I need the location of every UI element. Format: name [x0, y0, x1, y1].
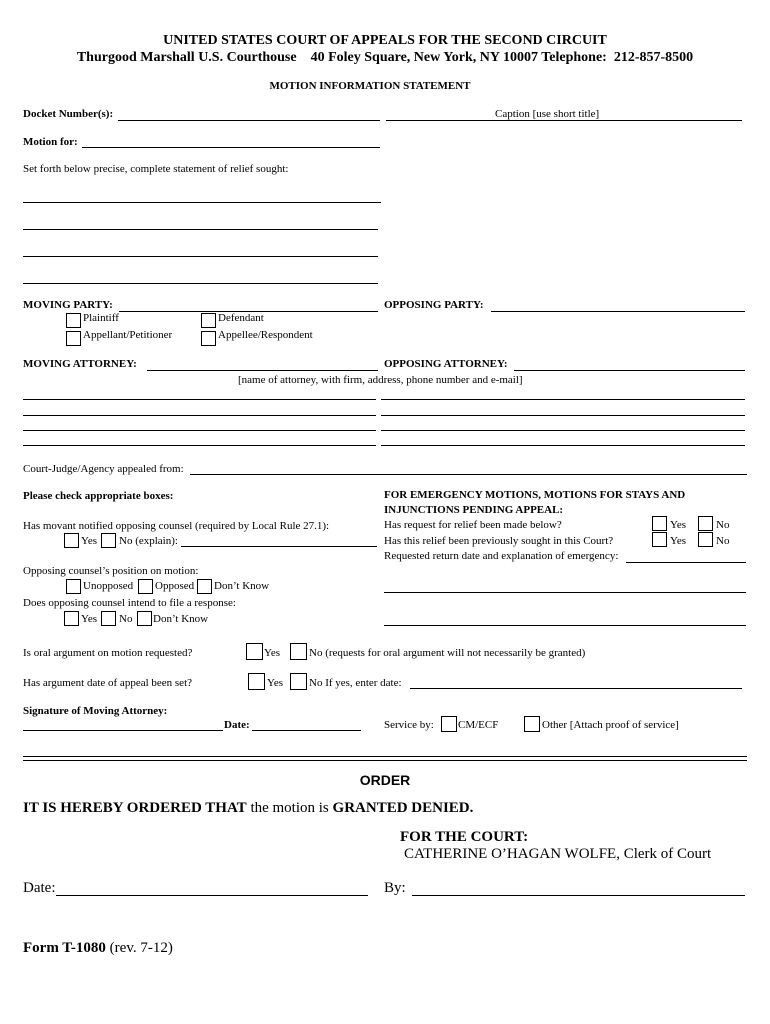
relief-line-1[interactable] [23, 202, 381, 203]
clerk-name: CATHERINE O’HAGAN WOLFE, Clerk of Court [404, 846, 712, 862]
please-check-label: Please check appropriate boxes: [23, 490, 174, 502]
response-yes-label: Yes [81, 613, 98, 625]
previously-sought-no-label: No [716, 535, 730, 547]
court-name: UNITED STATES COURT OF APPEALS FOR THE SECOND CIRCUIT [163, 33, 607, 48]
opposed-checkbox[interactable] [138, 579, 153, 594]
dont-know-label: Don’t Know [214, 580, 270, 592]
order-date-label: Date: [23, 880, 56, 896]
emergency-heading-1: FOR EMERGENCY MOTIONS, MOTIONS FOR STAYS AND [384, 489, 686, 501]
order-denied: DENIED. [411, 800, 474, 816]
response-no-checkbox[interactable] [101, 611, 116, 626]
moving-attorney-line-1[interactable] [23, 399, 376, 400]
court-judge-label: Court-Judge/Agency appealed from: [23, 463, 184, 475]
unopposed-label: Unopposed [83, 580, 134, 592]
appellee-checkbox[interactable] [201, 331, 216, 346]
defendant-label: Defendant [218, 312, 264, 324]
notified-yes-label: Yes [81, 535, 98, 547]
appellee-label: Appellee/Respondent [218, 329, 313, 341]
plaintiff-checkbox[interactable] [66, 313, 81, 328]
relief-below-no-label: No [716, 519, 730, 531]
notified-yes-checkbox[interactable] [64, 533, 79, 548]
relief-below-yes-checkbox[interactable] [652, 516, 667, 531]
oral-arg-question: Is oral argument on motion requested? [23, 647, 193, 659]
cm-ecf-label: CM/ECF [458, 719, 499, 731]
form-title: MOTION INFORMATION STATEMENT [269, 80, 471, 92]
signature-input[interactable] [23, 730, 223, 731]
caption-input[interactable] [386, 120, 742, 121]
arg-date-no-label: No If yes, enter date: [309, 677, 402, 689]
appellant-checkbox[interactable] [66, 331, 81, 346]
caption-label: Caption [use short title] [495, 108, 600, 120]
return-date-question: Requested return date and explanation of emergency: [384, 550, 619, 562]
order-by-input[interactable] [412, 895, 745, 896]
arg-date-yes-label: Yes [267, 677, 284, 689]
opposing-party-input[interactable] [491, 311, 745, 312]
oral-arg-no-checkbox[interactable] [290, 643, 307, 660]
form-revision: (rev. 7-12) [109, 940, 173, 956]
return-date-input[interactable] [626, 562, 746, 563]
oral-arg-no-label: No (requests for oral argument will not necessarily be granted) [309, 647, 586, 659]
order-title: ORDER [359, 772, 411, 788]
separator-top [23, 756, 747, 757]
form-number-id: Form T-1080 [23, 940, 106, 956]
for-the-court: FOR THE COURT: [400, 829, 529, 845]
arg-date-no-checkbox[interactable] [290, 673, 307, 690]
previously-sought-no-checkbox[interactable] [698, 532, 713, 547]
opposing-attorney-line-2[interactable] [381, 415, 745, 416]
opposing-attorney-line-4[interactable] [381, 445, 745, 446]
moving-attorney-label: MOVING ATTORNEY: [23, 358, 137, 370]
relief-below-yes-label: Yes [670, 519, 687, 531]
previously-sought-yes-checkbox[interactable] [652, 532, 667, 547]
arg-date-input[interactable] [410, 688, 742, 689]
previously-sought-question: Has this relief been previously sought in this Court? [384, 535, 614, 547]
attorney-note: [name of attorney, with firm, address, phone number and e-mail] [238, 374, 523, 386]
other-service-label: Other [Attach proof of service] [542, 719, 679, 731]
response-dont-know-checkbox[interactable] [137, 611, 152, 626]
appellant-label: Appellant/Petitioner [83, 329, 173, 341]
arg-date-yes-checkbox[interactable] [248, 673, 265, 690]
opposing-attorney-label: OPPOSING ATTORNEY: [384, 358, 508, 370]
emergency-heading-2: INJUNCTIONS PENDING APPEAL: [384, 504, 564, 516]
oral-arg-yes-label: Yes [264, 647, 281, 659]
docket-label: Docket Number(s): [23, 108, 114, 120]
relief-label: Set forth below precise, complete statement of relief sought: [23, 163, 289, 175]
motion-for-input[interactable] [82, 147, 380, 148]
court-judge-input[interactable] [190, 474, 747, 475]
opposing-party-label: OPPOSING PARTY: [384, 299, 484, 311]
order-granted: GRANTED [332, 800, 408, 816]
arg-date-question: Has argument date of appeal been set? [23, 677, 193, 689]
separator-bottom [23, 760, 747, 761]
service-by-label: Service by: [384, 719, 434, 731]
order-middle: the motion is [250, 800, 329, 816]
emergency-line-1[interactable] [384, 592, 746, 593]
order-by-label: By: [384, 880, 406, 896]
court-address: Thurgood Marshall U.S. Courthouse 40 Foley Square, New York, NY 10007 Telephone: 212-857-8500 [76, 50, 694, 65]
opposing-attorney-line-1[interactable] [381, 399, 745, 400]
order-prefix: IT IS HEREBY ORDERED THAT [23, 800, 247, 816]
dont-know-checkbox[interactable] [197, 579, 212, 594]
response-yes-checkbox[interactable] [64, 611, 79, 626]
moving-attorney-line-4[interactable] [23, 445, 376, 446]
opposing-attorney-input[interactable] [514, 370, 745, 371]
form-number [23, 940, 173, 957]
other-service-checkbox[interactable] [524, 716, 540, 732]
moving-attorney-input[interactable] [147, 370, 378, 371]
oral-arg-yes-checkbox[interactable] [246, 643, 263, 660]
signature-date-input[interactable] [252, 730, 361, 731]
relief-line-2[interactable] [23, 229, 378, 230]
notified-question: Has movant notified opposing counsel (required by Local Rule 27.1): [23, 520, 330, 532]
emergency-line-2[interactable] [384, 625, 746, 626]
notified-no-label: No (explain): [119, 535, 178, 547]
response-dont-know-label: Don’t Know [153, 613, 209, 625]
opposed-label: Opposed [155, 580, 195, 592]
opposing-attorney-line-3[interactable] [381, 430, 745, 431]
response-question: Does opposing counsel intend to file a response: [23, 597, 236, 609]
moving-attorney-line-3[interactable] [23, 430, 376, 431]
relief-line-4[interactable] [23, 283, 378, 284]
relief-below-question: Has request for relief been made below? [384, 519, 562, 531]
position-question: Opposing counsel’s position on motion: [23, 565, 199, 577]
signature-date-label: Date: [224, 719, 250, 731]
unopposed-checkbox[interactable] [66, 579, 81, 594]
cm-ecf-checkbox[interactable] [441, 716, 457, 732]
notified-no-checkbox[interactable] [101, 533, 116, 548]
order-date-input[interactable] [56, 895, 368, 896]
order-statement [23, 800, 473, 817]
signature-label: Signature of Moving Attorney: [23, 705, 168, 717]
docket-input[interactable] [118, 120, 380, 121]
response-no-label: No [119, 613, 133, 625]
plaintiff-label: Plaintiff [83, 312, 119, 324]
relief-below-no-checkbox[interactable] [698, 516, 713, 531]
motion-for-label: Motion for: [23, 136, 78, 148]
notified-explain-input[interactable] [181, 546, 377, 547]
relief-line-3[interactable] [23, 256, 378, 257]
moving-attorney-line-2[interactable] [23, 415, 376, 416]
previously-sought-yes-label: Yes [670, 535, 687, 547]
moving-party-label: MOVING PARTY: [23, 299, 113, 311]
defendant-checkbox[interactable] [201, 313, 216, 328]
